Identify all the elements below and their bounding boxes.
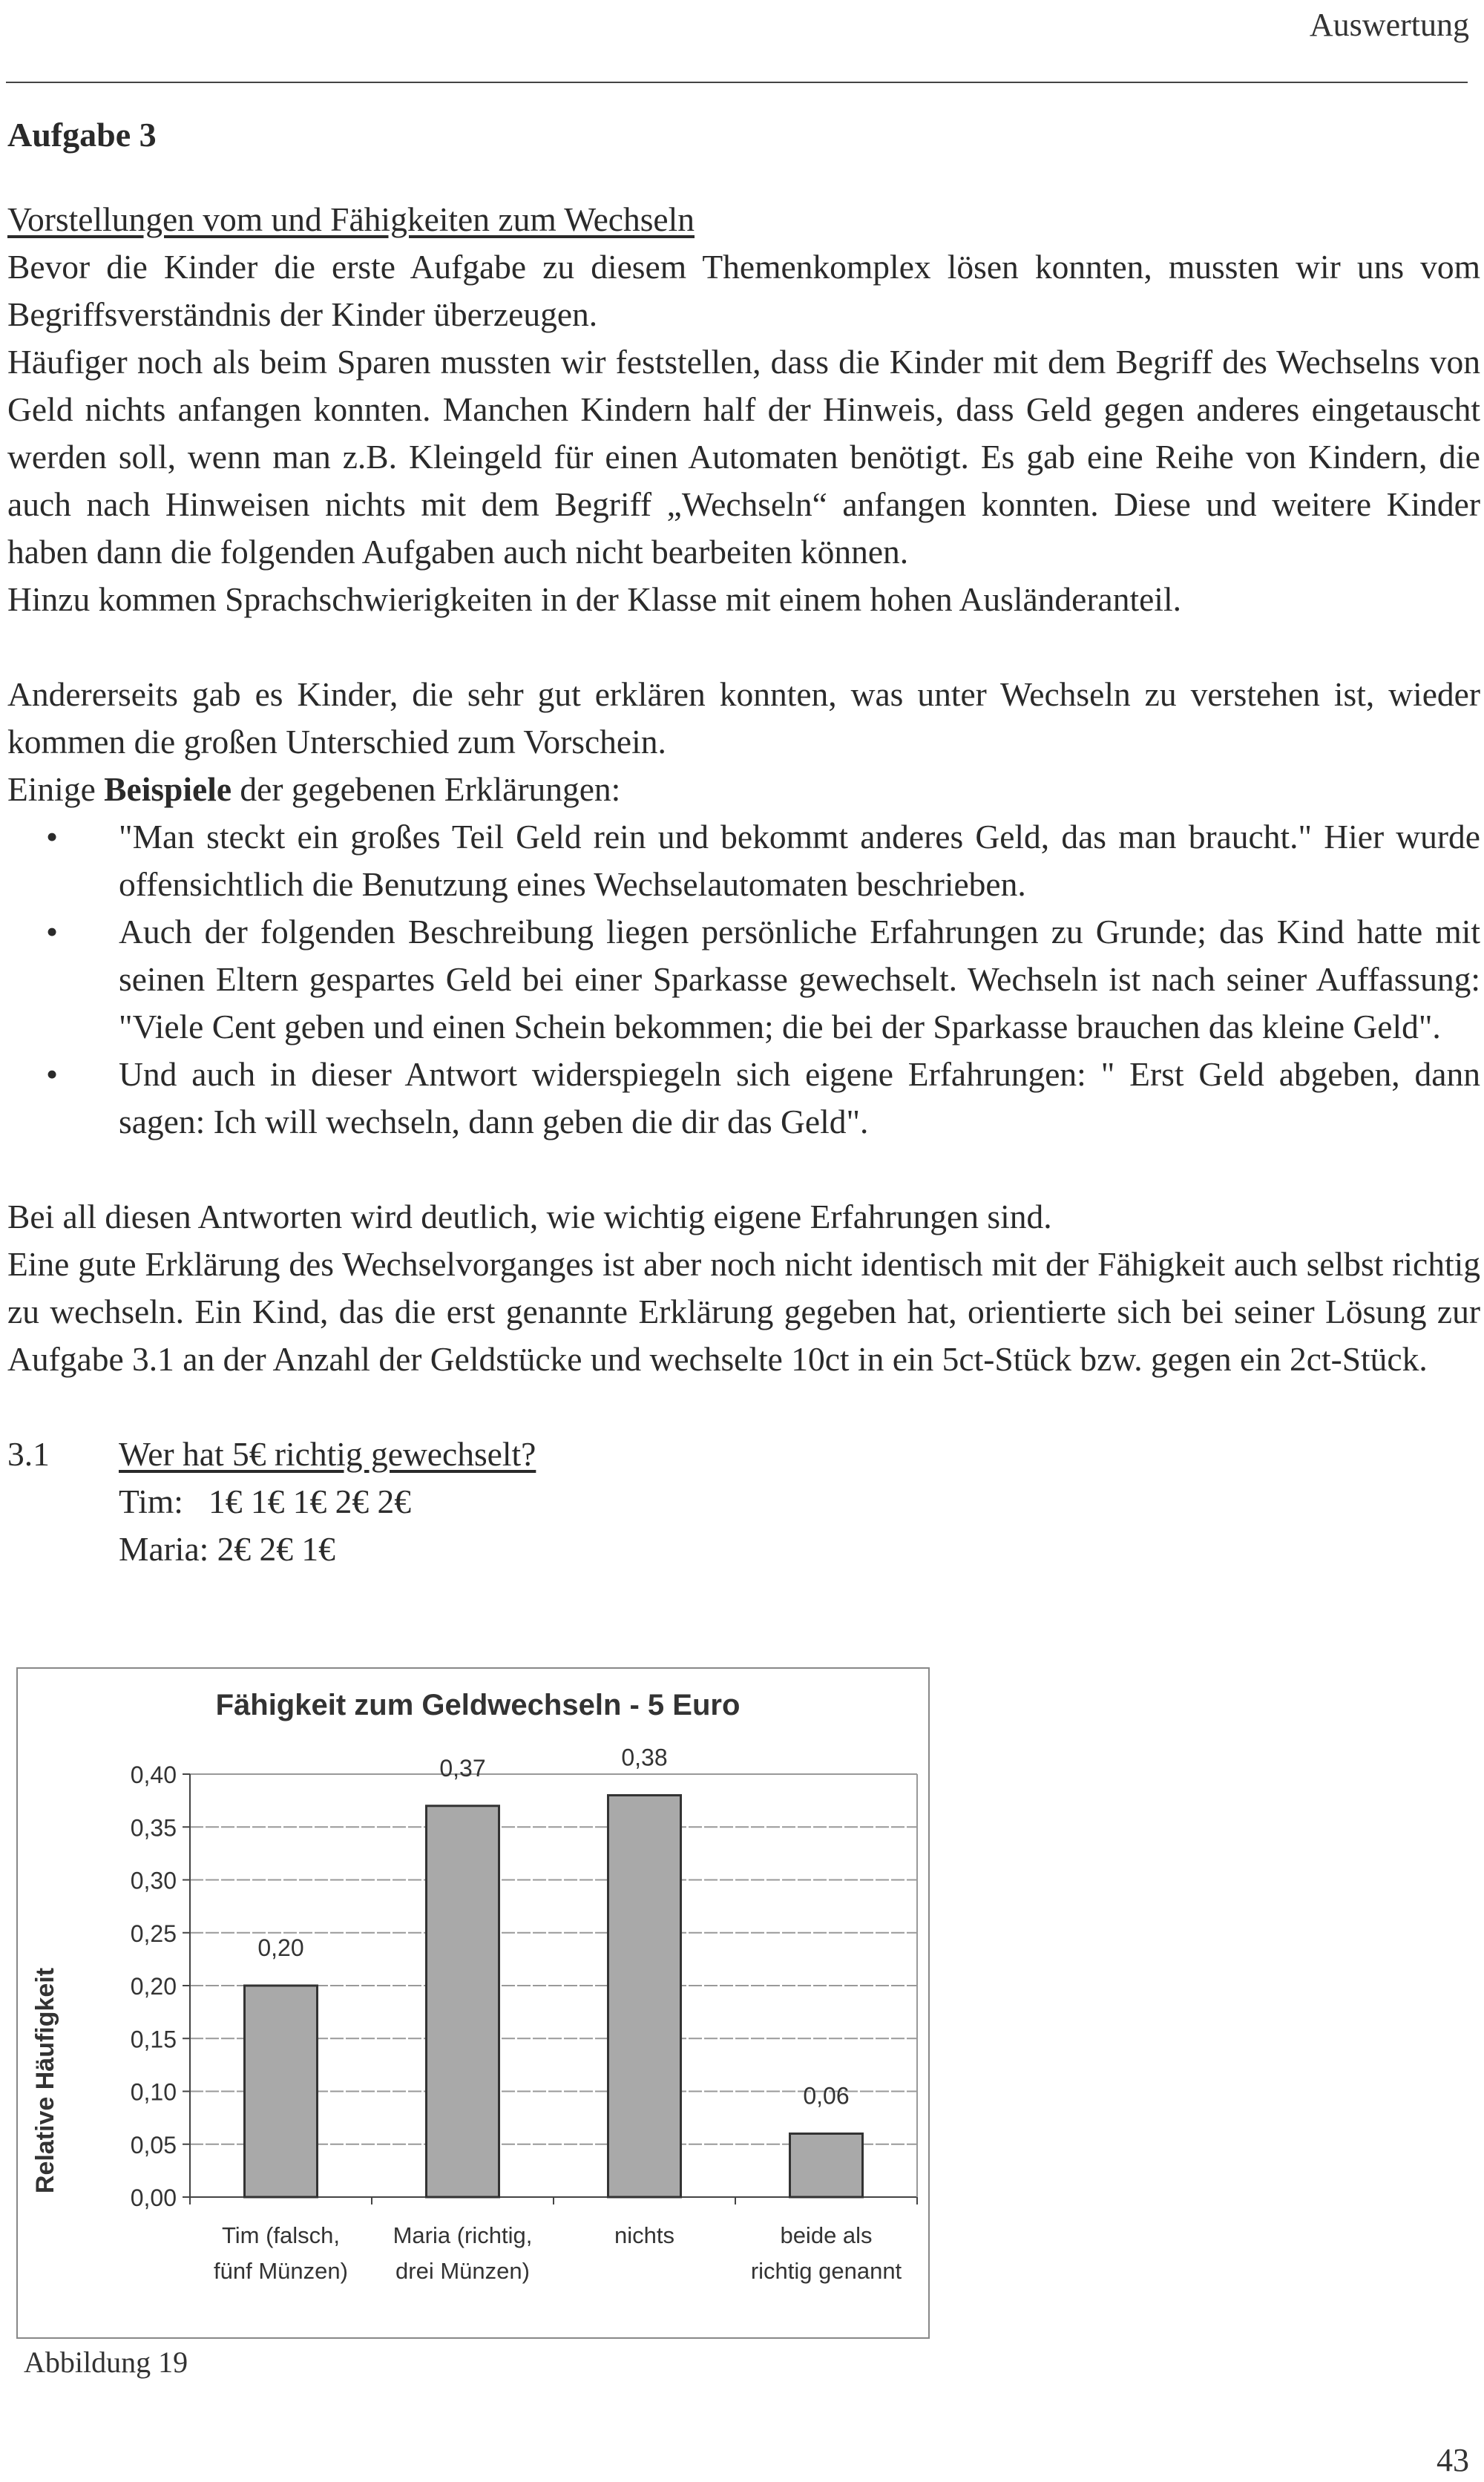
bar bbox=[790, 2134, 863, 2198]
bar-chart bbox=[18, 1669, 928, 2337]
task-answer-maria bbox=[7, 1526, 1480, 1573]
page-number: 43 bbox=[1437, 2442, 1469, 2478]
paragraph: Häufiger noch als beim Sparen mussten wir feststellen, dass die Kinder mit dem Begriff des Wechselns von Geld nichts anfangen konnten. Manchen Kindern half der Hinweis, dass Geld gegen anderes eingetauscht werden soll, wenn man z.B. Kleingeld für einen Automaten benötigt. Es gab eine Reihe von Kindern, die auch nach Hinweisen nichts mit dem Begriff „Wechseln“ anfangen konnten. Diese und weitere Kinder haben dann die folgenden Aufgaben auch nicht bearbeiten können. bbox=[7, 343, 1480, 571]
paragraph: Bei all diesen Antworten wird deutlich, wie wichtig eigene Erfahrungen sind. bbox=[7, 1198, 1052, 1235]
paragraph: Bevor die Kinder die erste Aufgabe zu diesem Themenkomplex lösen konnten, mussten wir uns vom Begriffsverständnis der Kinder überzeugen. bbox=[7, 248, 1480, 333]
section-subheading: Vorstellungen vom und Fähigkeiten zum Wechseln bbox=[7, 200, 695, 238]
bars bbox=[245, 1744, 863, 2198]
y-tick-label: 0,30 bbox=[130, 1867, 177, 1894]
paragraph: Andererseits gab es Kinder, die sehr gut erklären konnten, was unter Wechseln zu verstehen ist, wieder kommen die großen Unterschied zum Vorschein. bbox=[7, 675, 1480, 761]
task-number: 3.1 bbox=[7, 1435, 50, 1473]
page-content bbox=[7, 111, 1480, 1573]
paragraph: Eine gute Erklärung des Wechselvorganges ist aber noch nicht identisch mit der Fähigkeit auch selbst richtig zu wechseln. Ein Kind, das die erst genannte Erklärung gegeben hat, orientierte sich bei seiner Lösung zur Aufgabe 3.1 an der Anzahl der Geldstücke und wechselte 10ct in ein 5ct-Stück bzw. gegen ein 2ct-Stück. bbox=[7, 1245, 1480, 1378]
chart-title: Fähigkeit zum Geldwechseln - 5 Euro bbox=[215, 1689, 741, 1721]
x-tick-label: Tim (falsch, bbox=[221, 2222, 341, 2248]
y-axis-label: Relative Häufigkeit bbox=[31, 1967, 59, 2194]
task-number-and-question bbox=[7, 1431, 536, 1478]
examples-intro bbox=[7, 766, 1480, 813]
x-tick-label: drei Münzen) bbox=[395, 2258, 530, 2284]
data-label: 0,20 bbox=[257, 1934, 304, 1961]
answer-name: Tim: bbox=[119, 1483, 183, 1520]
y-tick-label: 0,05 bbox=[130, 2131, 177, 2158]
data-label: 0,37 bbox=[439, 1754, 486, 1782]
bar bbox=[427, 1806, 499, 2197]
figure-chart bbox=[16, 1667, 930, 2339]
examples-intro-text: Einige bbox=[7, 770, 105, 808]
x-tick-label: nichts bbox=[614, 2222, 674, 2248]
running-header: Auswertung bbox=[1309, 7, 1469, 43]
section-heading: Aufgabe 3 bbox=[7, 116, 157, 154]
bar bbox=[245, 1986, 318, 2197]
bar bbox=[608, 1796, 681, 2198]
examples-intro-bold: Beispiele bbox=[104, 770, 232, 808]
y-tick-label: 0,35 bbox=[130, 1814, 177, 1842]
figure-caption: Abbildung 19 bbox=[24, 2345, 188, 2379]
examples-list bbox=[7, 813, 1480, 1146]
list-item: • Und auch in dieser Antwort widerspiegeln sich eigene Erfahrungen: " Erst Geld abgeben, dann sagen: Ich will wechseln, dann geben die dir das Geld". bbox=[119, 1051, 1480, 1146]
data-label: 0,38 bbox=[621, 1744, 668, 1771]
paragraph: Hinzu kommen Sprachschwierigkeiten in der Klasse mit einem hohen Ausländeranteil. bbox=[7, 580, 1181, 618]
x-tick-label: Maria (richtig, bbox=[393, 2222, 533, 2248]
y-tick-label: 0,00 bbox=[130, 2184, 177, 2211]
y-axis-ticks bbox=[131, 1762, 190, 2211]
x-axis-labels bbox=[190, 2197, 917, 2284]
header-rule bbox=[6, 82, 1468, 83]
y-tick-label: 0,10 bbox=[130, 2078, 177, 2106]
x-tick-label: richtig genannt bbox=[750, 2258, 902, 2284]
y-tick-label: 0,40 bbox=[130, 1762, 177, 1788]
examples-intro-text: der gegebenen Erklärungen: bbox=[232, 770, 621, 808]
data-label: 0,06 bbox=[803, 2082, 850, 2110]
list-item: • "Man steckt ein großes Teil Geld rein und bekommt anderes Geld, das man braucht." Hier wurde offensichtlich die Benutzung eines Wechselautomaten beschrieben. bbox=[119, 813, 1480, 908]
task-title bbox=[7, 1431, 1480, 1478]
list-item: • Auch der folgenden Beschreibung liegen persönliche Erfahrungen zu Grunde; das Kind hatte mit seinen Eltern gespartes Geld bei einer Sparkasse gewechselt. Wechseln ist nach seiner Auffassung: "Viele Cent geben und einen Schein bekommen; die bei der Sparkasse brauchen das kleine Geld". bbox=[119, 908, 1480, 1051]
y-tick-label: 0,25 bbox=[130, 1920, 177, 1947]
task-question: Wer hat 5€ richtig gewechselt? bbox=[119, 1435, 536, 1473]
y-tick-label: 0,15 bbox=[130, 2026, 177, 2053]
x-tick-label: beide als bbox=[780, 2222, 873, 2248]
answer-coins: 2€ 2€ 1€ bbox=[217, 1530, 335, 1568]
x-tick-label: fünf Münzen) bbox=[214, 2258, 348, 2284]
answer-coins: 1€ 1€ 1€ 2€ 2€ bbox=[209, 1483, 411, 1520]
y-tick-label: 0,20 bbox=[130, 1973, 177, 2000]
task-answer-tim bbox=[7, 1478, 1480, 1526]
answer-name: Maria: bbox=[119, 1530, 209, 1568]
